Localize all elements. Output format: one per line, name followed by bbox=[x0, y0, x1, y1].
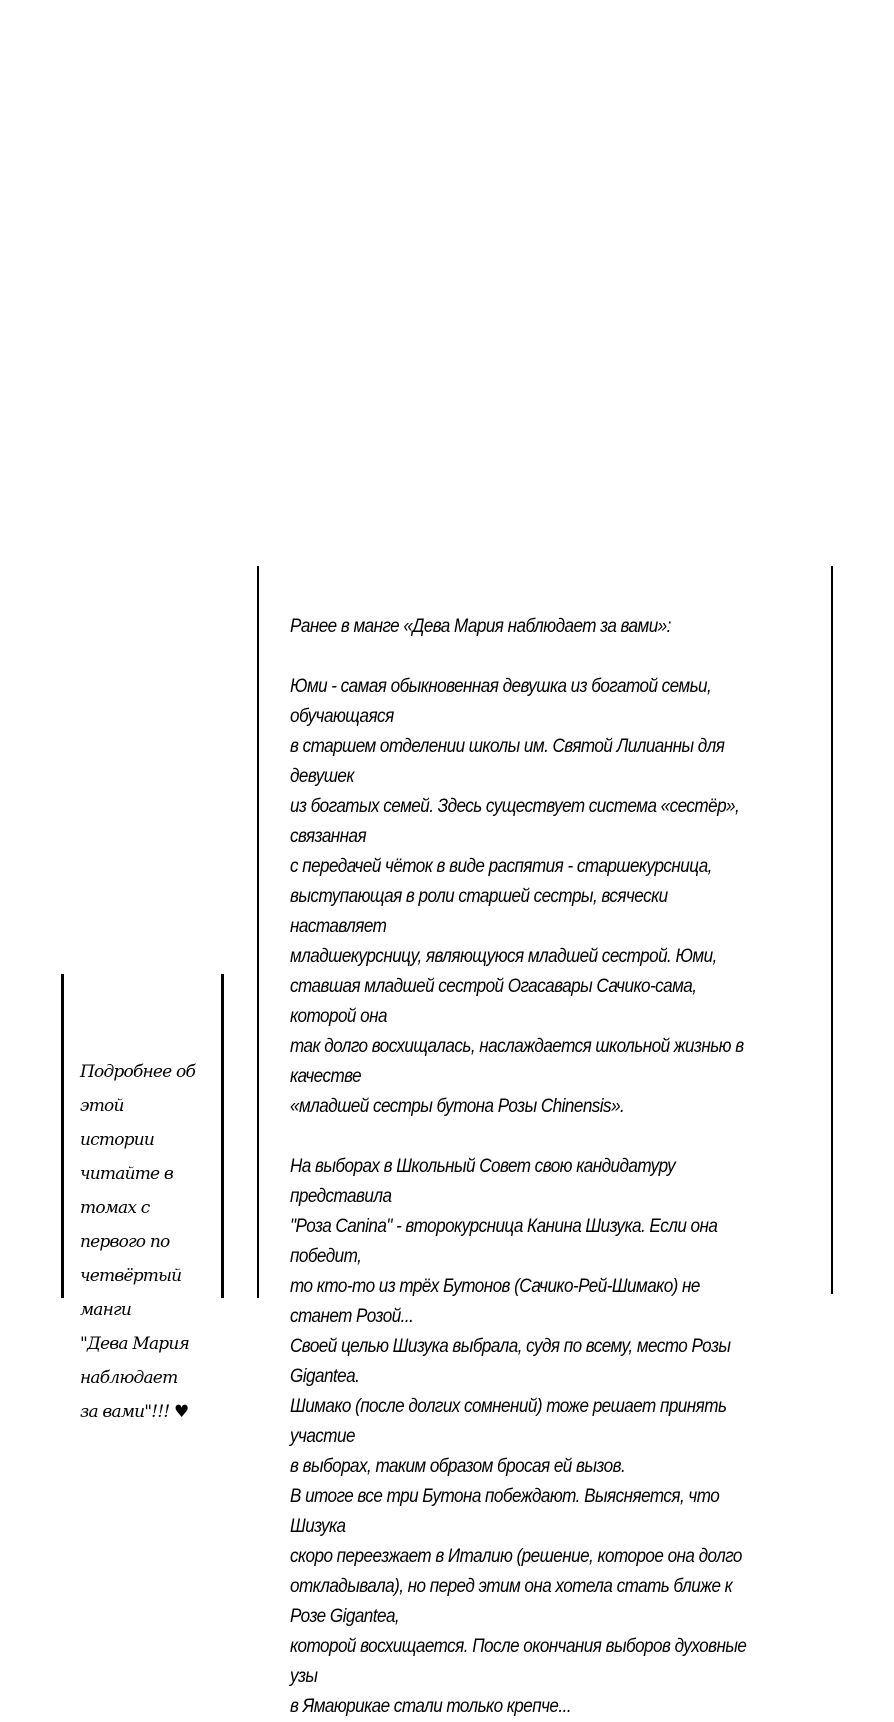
recap-frame-right-line-bottom bbox=[831, 998, 833, 1294]
recap-frame-left-line bbox=[257, 566, 259, 998]
recap-frame-left-line-bottom bbox=[257, 998, 259, 1298]
recap-frame-right-line bbox=[831, 566, 833, 998]
note-frame-right-line bbox=[221, 974, 224, 1298]
recap-heading: Ранее в манге «Дева Мария наблюдает за вами»: bbox=[290, 616, 671, 637]
note-frame-left-line bbox=[61, 974, 64, 1298]
heart-icon: ♥ bbox=[174, 1402, 189, 1422]
recap-paragraph-1: Юми - самая обыкновенная девушка из богатой семьи, обучающаяся в старшем отделении школы им. Святой Лилианны для девушек из богатых семей. Здесь существует система «сестёр», связанная с передачей чёток в виде распятия - старшекурсница, выступающая в роли старшей сестры, всячески наставляет младшекурсницу, являющуюся младшей сестрой. Юми, ставшая младшей сестрой Огасавары Сачико-сама, которой она так долго восхищалась, наслаждается школьной жизнью в качестве «младшей сестры бутона Розы Chinensis». bbox=[290, 676, 744, 1117]
recap-paragraph-2: На выборах в Школьный Совет свою кандидатуру представила "Роза Canina" - второкурсница Канина Шизука. Если она победит, то кто-то из трёх Бутонов (Сачико-Рей-Шимако) не станет Розой... Своей целью Шизука выбрала, судя по всему, место Розы Gigantea. Шимако (после долгих сомнений) тоже решает принять участие в выборах, таким образом бросая ей вызов. В итоге все три Бутона побеждают. Выясняется, что Шизука скоро переезжает в Италию (решение, которое она долго откладывала), но перед этим она хотела стать ближе к Розе Gigantea, которой восхищается. После окончания выборов духовные узы в Ямаюрикае стали только крепче... bbox=[290, 1156, 747, 1717]
side-note-text: Подробнее об этой истории читайте в томах с первого по четвёртый манги "Дева Мария наблюдает за вами"!!! bbox=[80, 1062, 196, 1422]
recap-text-block bbox=[290, 612, 758, 1722]
side-note bbox=[80, 1055, 216, 1429]
